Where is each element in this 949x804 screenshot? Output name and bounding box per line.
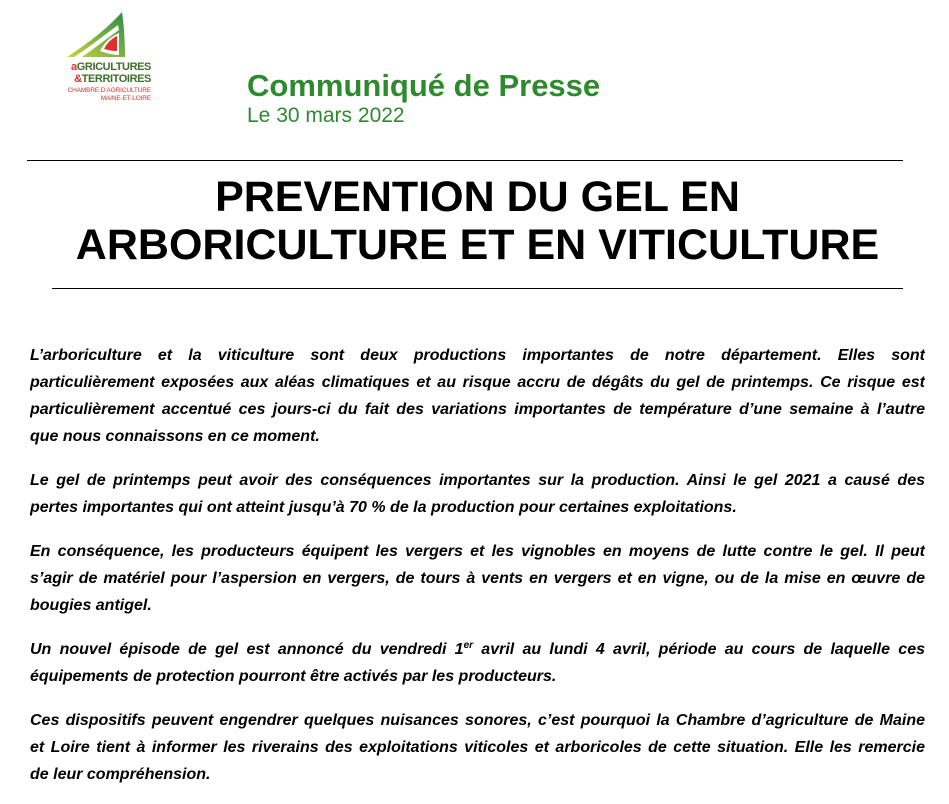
headline [6,173,949,269]
logo-subtitle-department: MAINE-ET-LOIRE [100,95,151,102]
body-paragraph [30,467,925,521]
press-release-title: Communiqué de Presse [247,68,601,103]
body-paragraph [30,636,925,690]
body-text: avril au lundi 4 avril, période au cours de laquelle ces [473,641,925,658]
body-line: Le gel de printemps peut avoir des conséquences importantes sur la production. Ainsi le gel 2021 a causé des [30,472,925,489]
body-paragraph [30,707,925,788]
body-line: particulièrement accentué ces jours-ci du fait des variations importantes de température d’une semaine à l’autre [30,401,925,418]
press-release-date: Le 30 mars 2022 [247,104,405,127]
body-line: Ces dispositifs peuvent engendrer quelques nuisances sonores, c’est pourquoi la Chambre d’agriculture de Maine [30,712,925,729]
article-body [30,342,925,804]
logo-subtitle-chambre: CHAMBRE D’AGRICULTURE [67,87,151,94]
logo-emblem-icon [64,10,128,60]
logo-word-rest: GRICULTURES [76,61,151,73]
body-paragraph [30,342,925,450]
headline-line-2: ARBORICULTURE ET EN VITICULTURE [75,221,880,269]
body-line: de leur compréhension. [30,766,211,783]
divider-top [27,160,903,161]
headline-line-1: PREVENTION DU GEL EN [215,173,740,221]
ordinal-superscript: er [463,640,474,651]
divider-bottom [52,288,903,289]
body-line: s’agir de matériel pour l’aspersion en vergers, de tours à vents en vergers et en vigne, ou de la mise en œuvre de [30,570,925,587]
logo-wordmark-territoires [51,73,151,85]
body-line: particulièrement exposées aux aléas climatiques et au risque accru de dégâts du gel de printemps. Ce risque est [30,374,925,391]
logo-accent-a: a [71,61,77,73]
body-line: L’arboriculture et la viticulture sont deux productions importantes de notre département. Elles sont [30,347,925,364]
body-text: Un nouvel épisode de gel est annoncé du vendredi 1 [30,641,464,658]
logo-wordmark-agricultures [51,61,151,73]
body-line: que nous connaissons en ce moment. [30,428,320,445]
logo-word-rest: TERRITOIRES [81,73,151,85]
body-line: bougies antigel. [30,597,152,614]
body-line: En conséquence, les producteurs équipent les vergers et les vignobles en moyens de lutte contre le gel. Il peut [30,543,925,560]
body-line: équipements de protection pourront être activés par les producteurs. [30,668,557,685]
body-paragraph [30,538,925,619]
body-line: et Loire tient à informer les riverains des exploitations viticoles et arboricoles de cette situation. Elle les remercie [30,739,925,756]
logo-accent-ampersand: & [74,73,82,85]
body-line [30,636,925,663]
body-line: pertes importantes qui ont atteint jusqu’à 70 % de la production pour certaines exploitations. [30,499,737,516]
